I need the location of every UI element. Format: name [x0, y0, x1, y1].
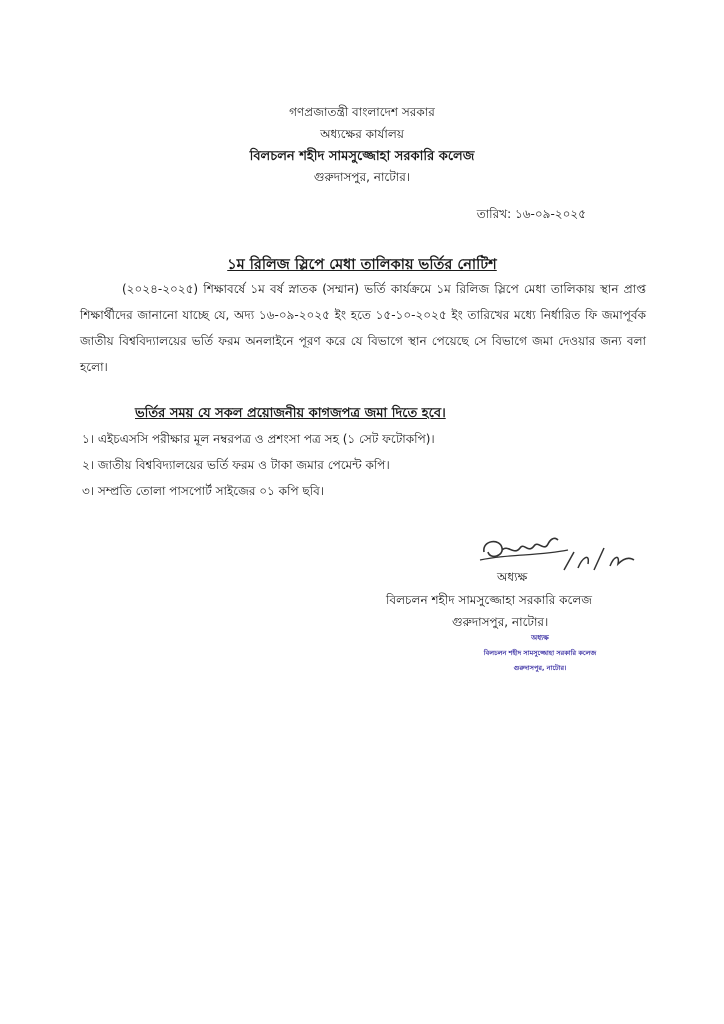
signatory-college: বিলচলন শহীদ সামসুজ্জোহা সরকারি কলেজ [386, 593, 593, 607]
requirement-item-3: ৩। সম্প্রতি তোলা পাসপোর্ট সাইজের ০১ কপি ছবি। [82, 484, 325, 498]
signatory-address: গুরুদাসপুর, নাটোর। [452, 615, 549, 629]
college-address: গুরুদাসপুর, নাটোর। [313, 170, 411, 184]
college-name: বিলচলন শহীদ সামসুজ্জোহা সরকারি কলেজ [249, 149, 475, 164]
notice-body: (২০২৪-২০২৫) শিক্ষাবর্ষে ১ম বর্ষ স্নাতক (সম্মান) ভর্তি কার্যক্রমে ১ম রিলিজ স্লিপে মেধা তালিকায় স্থান প্রাপ্ত শিক্ষার্থীদের জানানো যাচ্ছে যে, অদ্য ১৬-০৯-২০২৫ ইং হতে ১৫-১০-২০২৫ ইং তারিখের মধ্যে নির্ধারিত ফি জমাপূর্বক জাতীয় বিশ্ববিদ্যালয়ের ভর্তি ফরম অনলাইনে পূরণ করে যে বিভাগে স্থান পেয়েছে সে বিভাগে জমা দেওয়ার জন্য বলা হলো। [80, 282, 646, 374]
requirement-item-1: ১। এইচএসসি পরীক্ষার মূল নম্বরপত্র ও প্রশংসা পত্র সহ (১ সেট ফটোকপি)। [82, 432, 435, 446]
requirements-title [135, 404, 446, 425]
seal-role: অধ্যক্ষ [531, 634, 549, 642]
notice-title [0, 254, 724, 278]
signatory-role: অধ্যক্ষ [497, 570, 528, 584]
requirement-item-2: ২। জাতীয় বিশ্ববিদ্যালয়ের ভর্তি ফরম ও টাকা জমার পেমেন্ট কপি। [82, 458, 390, 472]
notice-title-text: ১ম রিলিজ স্লিপে মেধা তালিকায় ভর্তির নোটিশ [227, 257, 497, 273]
seal-address: গুরুদাসপুর, নাটোর। [513, 664, 567, 672]
requirements-title-text: ভর্তির সময় যে সকল প্রয়োজনীয় কাগজপত্র জমা দিতে হবে। [135, 406, 446, 421]
seal-college: বিলচলন শহীদ সামসুজ্জোহা সরকারি কলেজ [483, 649, 597, 657]
official-seal [450, 632, 630, 674]
notice-date: তারিখ: ১৬-০৯-২০২৫ [476, 207, 586, 221]
govt-line: গণপ্রজাতন্ত্রী বাংলাদেশ সরকার [289, 105, 435, 119]
office-line: অধ্যক্ষের কার্যালয় [320, 127, 404, 141]
